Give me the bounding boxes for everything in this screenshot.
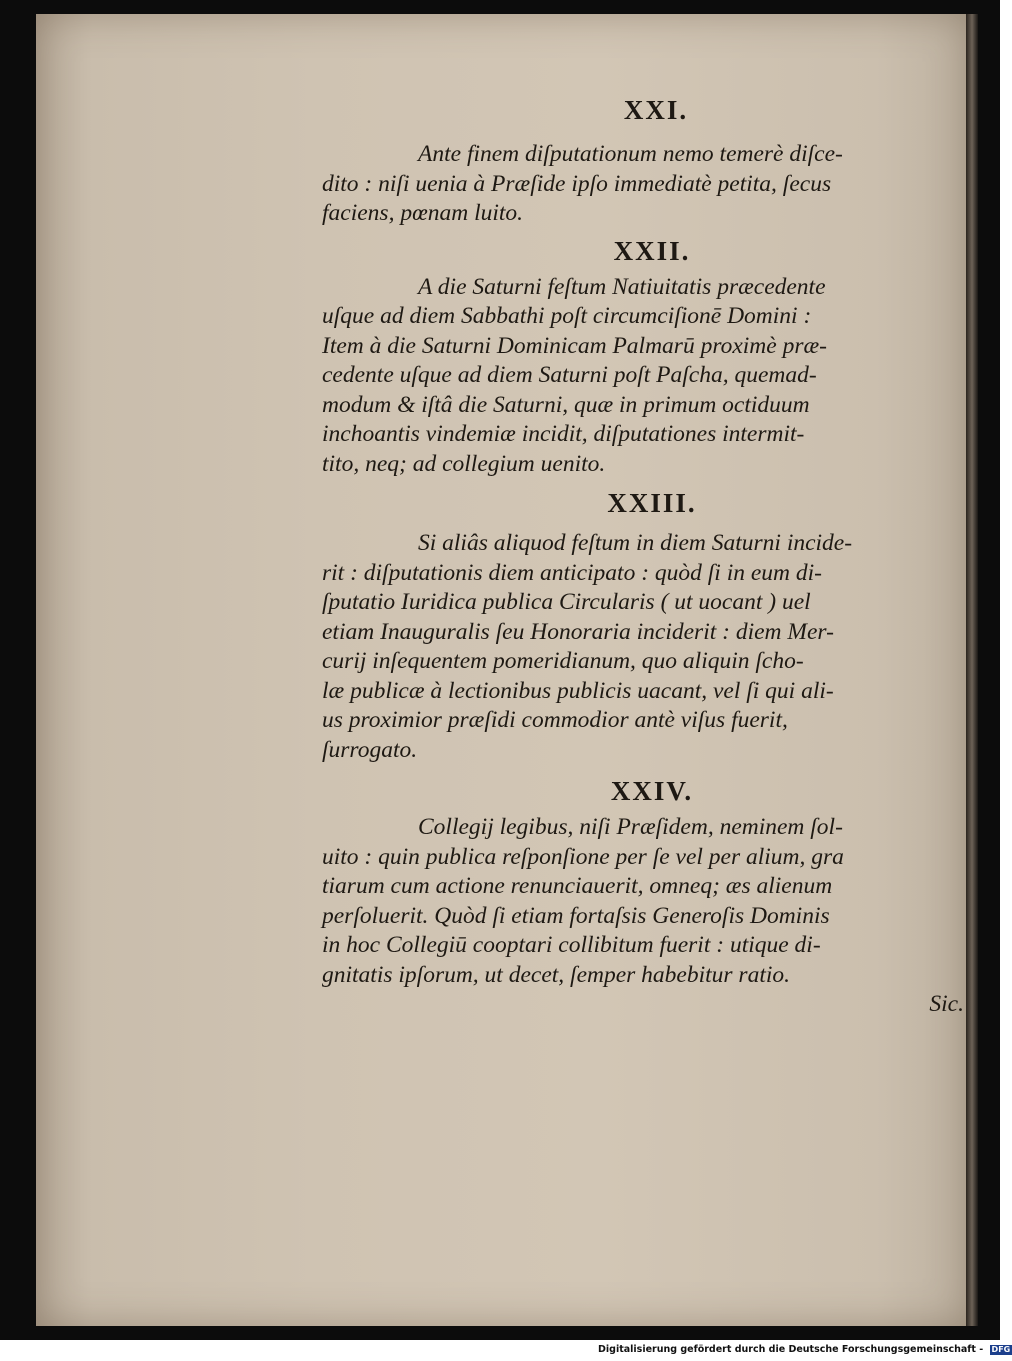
section-heading-xxi: XXI.: [623, 95, 689, 125]
section-heading-xxiii: XXIII.: [607, 488, 697, 518]
digitization-credit: [598, 1344, 1012, 1355]
text-line: cedente uſque ad diem Saturni poſt Paſcha, quemad-: [322, 362, 817, 388]
text-line: us proximior præſidi commodior antè viſus fuerit,: [322, 707, 788, 733]
text-line: gnitatis ipſorum, ut decet, ſemper habebitur ratio.: [322, 961, 791, 988]
text-line: inchoantis vindemiæ incidit, diſputationes intermit-: [322, 421, 805, 447]
paragraph-xxiv: [322, 813, 982, 1020]
text-line: uſque ad diem Sabbathi poſt circumciſionē Domini :: [322, 303, 812, 329]
paragraph-xxi: [322, 140, 982, 229]
page-text: [322, 90, 982, 1020]
paragraph-xxiii: [322, 529, 982, 765]
text-line: A die Saturni feſtum Natiuitatis præcedente: [418, 273, 826, 300]
paragraph-xxii: [322, 273, 982, 480]
text-line: in hoc Collegiū cooptari collibitum fuerit : utique di-: [322, 932, 821, 958]
text-line: tiarum cum actione renunciauerit, omneq; æs alienum: [322, 873, 833, 899]
text-line: Collegij legibus, niſi Præſidem, neminem ſol-: [418, 814, 843, 840]
dfg-logo: DFG: [991, 1344, 1011, 1354]
catchword: Sic.: [929, 991, 964, 1017]
text-line: tito, neq; ad collegium uenito.: [322, 450, 606, 477]
text-line: Ante finem diſputationum nemo temerè diſce-: [418, 141, 843, 167]
section-heading-xxiv: XXIV.: [610, 776, 694, 806]
text-line: Si aliâs aliquod feſtum in diem Saturni incide-: [418, 530, 853, 556]
text-line: curij inſequentem pomeridianum, quo aliquin ſcho-: [322, 648, 804, 674]
text-line: ſurrogato.: [322, 736, 418, 763]
text-line: rit : diſputationis diem anticipato : quòd ſi in eum di-: [322, 559, 822, 586]
text-line: perſoluerit. Quòd ſi etiam fortaſsis Generoſis Dominis: [322, 902, 830, 929]
text-line: dito : niſi uenia à Præſide ipſo immediatè petita, ſecus: [322, 170, 832, 197]
text-line: ſputatio Iuridica publica Circularis ( ut uocant ) uel: [322, 589, 811, 615]
text-line: etiam Inauguralis ſeu Honoraria inciderit : diem Mer-: [322, 618, 834, 645]
section-heading-xxii: XXII.: [613, 235, 691, 266]
text-line: faciens, pœnam luito.: [322, 200, 524, 226]
text-line: Item à die Saturni Dominicam Palmarū proximè præ-: [322, 332, 827, 359]
text-line: modum & iſtâ die Saturni, quæ in primum octiduum: [322, 391, 810, 418]
credit-text: Digitalisierung gefördert durch die Deutsche Forschungsgemeinschaft -: [598, 1344, 984, 1355]
text-line: uito : quin publica reſponſione per ſe vel per alium, gra: [322, 843, 844, 870]
text-line: læ publicæ à lectionibus publicis uacant, vel ſi qui ali-: [322, 677, 834, 704]
